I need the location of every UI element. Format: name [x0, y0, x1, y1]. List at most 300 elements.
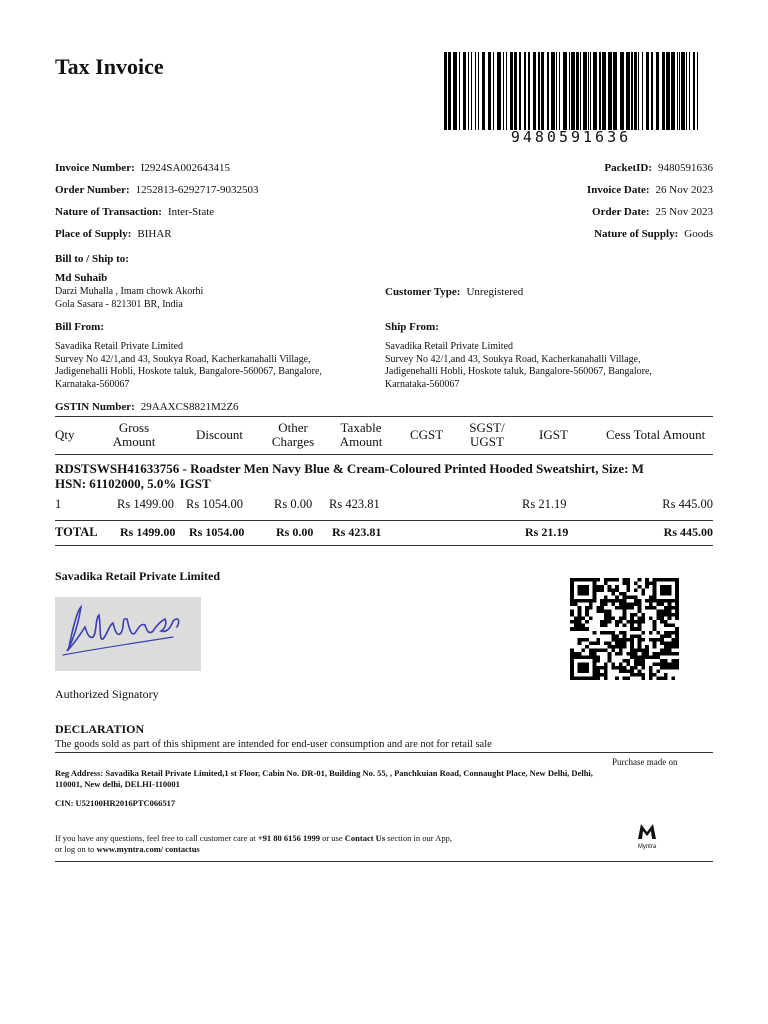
qr-module — [638, 634, 642, 638]
barcode-bar — [497, 52, 501, 130]
qr-module — [600, 666, 604, 670]
qr-module — [608, 620, 612, 624]
packet-id-label: PacketID: — [604, 162, 652, 174]
qr-module — [570, 620, 574, 624]
qr-module — [615, 634, 619, 638]
barcode-bar — [493, 52, 494, 130]
qr-module — [604, 620, 608, 624]
qr-module — [638, 585, 642, 589]
col-header-taxable-line: Taxable — [340, 420, 382, 435]
qr-module — [619, 638, 623, 642]
qr-module — [668, 603, 672, 607]
qr-module — [664, 648, 668, 652]
barcode-bar — [689, 52, 690, 130]
table-header-rule — [55, 454, 713, 455]
barcode-bar — [580, 52, 581, 130]
customer-type-label: Customer Type: — [385, 286, 461, 298]
qr-module — [570, 613, 574, 617]
qr-module — [630, 648, 634, 652]
qr-module — [656, 652, 660, 656]
qr-module — [634, 673, 638, 677]
customer-address — [55, 286, 203, 311]
qr-module — [578, 620, 582, 624]
qr-module — [638, 627, 642, 631]
qr-module — [615, 606, 619, 610]
place-supply: BIHAR — [137, 228, 172, 240]
qr-module — [645, 606, 649, 610]
qr-module — [649, 617, 653, 621]
qr-module — [630, 641, 634, 645]
qr-module — [600, 610, 604, 614]
contact-text: If you have any questions, feel free to call customer care at — [55, 833, 258, 843]
qr-module — [634, 620, 638, 624]
qr-module — [671, 638, 675, 642]
invoice-date: 26 Nov 2023 — [655, 184, 713, 196]
qr-module — [675, 666, 679, 670]
qr-module — [656, 638, 660, 642]
qr-module — [671, 652, 675, 656]
qr-module — [611, 578, 615, 582]
qr-module — [611, 648, 615, 652]
qr-module — [630, 596, 634, 600]
qr-module — [611, 617, 615, 621]
qr-module — [615, 596, 619, 600]
col-header-sgst-line: SGST/ — [469, 420, 505, 435]
qr-module — [604, 624, 608, 628]
qr-module — [664, 578, 668, 582]
barcode-bar — [463, 52, 466, 130]
qr-module — [630, 620, 634, 624]
qr-module — [623, 599, 627, 603]
qr-module — [660, 666, 664, 670]
qr-module — [638, 641, 642, 645]
customer-type — [385, 286, 523, 298]
qr-module — [578, 599, 582, 603]
qr-module — [641, 589, 645, 593]
qr-module — [578, 662, 582, 666]
qr-module — [675, 606, 679, 610]
qr-module — [653, 578, 657, 582]
contact-text: or log on to — [55, 844, 97, 854]
barcode-bar — [620, 52, 624, 130]
order-number-label: Order Number: — [55, 184, 130, 196]
qr-module — [604, 641, 608, 645]
col-header-cess-total: Cess Total Amount — [606, 427, 706, 442]
qr-module — [578, 638, 582, 642]
qr-module — [623, 631, 627, 635]
qr-module — [608, 659, 612, 663]
myntra-logo-icon — [630, 822, 664, 840]
barcode-bar — [671, 52, 675, 130]
qr-module — [649, 673, 653, 677]
qr-module — [664, 634, 668, 638]
qr-module — [641, 592, 645, 596]
col-header-taxable-line: Amount — [339, 434, 383, 449]
qr-module — [611, 634, 615, 638]
qr-module — [664, 666, 668, 670]
qr-module — [574, 599, 578, 603]
qr-module — [675, 585, 679, 589]
qr-module — [570, 652, 574, 656]
qr-module — [634, 652, 638, 656]
qr-module — [664, 585, 668, 589]
qr-module — [600, 648, 604, 652]
qr-module — [593, 592, 597, 596]
qr-module — [604, 610, 608, 614]
qr-module — [668, 610, 672, 614]
col-header-sgst-line: UGST — [470, 434, 504, 449]
qr-module — [664, 624, 668, 628]
barcode-number: 9480591636 — [510, 128, 632, 146]
qr-module — [611, 638, 615, 642]
myntra-logo — [630, 822, 664, 848]
barcode-bar — [514, 52, 517, 130]
qr-module — [604, 662, 608, 666]
qr-module — [619, 617, 623, 621]
qr-module — [593, 676, 597, 680]
qr-module — [653, 585, 657, 589]
qr-module — [675, 582, 679, 586]
qr-module — [623, 624, 627, 628]
barcode-bar — [475, 52, 476, 130]
qr-module — [668, 578, 672, 582]
barcode-bar — [626, 52, 630, 130]
qr-module — [608, 599, 612, 603]
qr-module — [578, 613, 582, 617]
barcode-bar — [656, 52, 659, 130]
qr-module — [623, 638, 627, 642]
qr-module — [641, 613, 645, 617]
qr-module — [626, 662, 630, 666]
qr-module — [668, 666, 672, 670]
qr-module — [615, 620, 619, 624]
qr-module — [626, 589, 630, 593]
qr-module — [608, 652, 612, 656]
signature-image — [55, 597, 201, 671]
qr-module — [653, 662, 657, 666]
packet-id: 9480591636 — [658, 162, 713, 174]
barcode-bar — [468, 52, 469, 130]
qr-module — [611, 666, 615, 670]
barcode-bar — [519, 52, 521, 130]
qr-module — [660, 589, 664, 593]
qr-module — [593, 673, 597, 677]
qr-module — [634, 582, 638, 586]
qr-module — [623, 578, 627, 582]
qr-module — [671, 613, 675, 617]
info-row-4 — [55, 228, 713, 240]
qr-module — [570, 582, 574, 586]
qr-module — [619, 641, 623, 645]
qr-module — [649, 669, 653, 673]
qr-module — [630, 652, 634, 656]
qr-module — [634, 596, 638, 600]
total-amount: Rs 445.00 — [663, 525, 713, 539]
qr-module — [600, 599, 604, 603]
qr-module — [664, 606, 668, 610]
qr-module — [630, 666, 634, 670]
qr-module — [630, 624, 634, 628]
qr-module — [675, 617, 679, 621]
barcode-bar — [488, 52, 491, 130]
qr-module — [619, 631, 623, 635]
qr-module — [578, 627, 582, 631]
order-date-label: Order Date: — [592, 206, 650, 218]
qr-module — [641, 662, 645, 666]
barcode-bar — [547, 52, 549, 130]
qr-module — [656, 655, 660, 659]
qr-module — [668, 645, 672, 649]
ship-from-address — [385, 341, 715, 391]
qr-module — [593, 596, 597, 600]
qr-module — [570, 662, 574, 666]
qr-module — [660, 617, 664, 621]
qr-module — [634, 613, 638, 617]
cin — [55, 798, 175, 808]
authorized-signatory: Authorized Signatory — [55, 687, 159, 701]
barcode-bar — [503, 52, 504, 130]
qr-module — [675, 662, 679, 666]
qr-module — [585, 599, 589, 603]
qr-module — [653, 596, 657, 600]
reg-address-line: Savadika Retail Private Limited,1 st Floor, Cabin No. DR-01, Building No. 55, , Panchkuian Road, Connaught — [105, 768, 504, 778]
qr-module — [570, 585, 574, 589]
qr-module — [574, 652, 578, 656]
qr-module — [645, 578, 649, 582]
barcode-bar — [563, 52, 567, 130]
qr-module — [581, 627, 585, 631]
ship-from-line: Savadika Retail Private Limited — [385, 341, 514, 352]
qr-module — [668, 585, 672, 589]
qr-module — [634, 589, 638, 593]
qr-module — [630, 645, 634, 649]
qr-module — [638, 648, 642, 652]
signature-icon — [55, 597, 201, 671]
qr-module — [634, 634, 638, 638]
qr-module — [638, 645, 642, 649]
qr-module — [596, 585, 600, 589]
qr-module — [581, 589, 585, 593]
qr-module — [589, 606, 593, 610]
qr-module — [656, 603, 660, 607]
qr-module — [619, 606, 623, 610]
qr-module — [664, 592, 668, 596]
bill-from-line: Karnataka-560067 — [55, 378, 130, 390]
qr-module — [668, 631, 672, 635]
barcode-bar — [571, 52, 575, 130]
qr-module — [660, 659, 664, 663]
barcode-bar — [590, 52, 591, 130]
qr-module — [581, 617, 585, 621]
barcode-bar — [448, 52, 451, 130]
qr-module — [608, 613, 612, 617]
qr-module — [589, 599, 593, 603]
barcode-bar — [697, 52, 698, 130]
qr-module — [623, 606, 627, 610]
qr-module — [668, 617, 672, 621]
qr-module — [671, 676, 675, 680]
qr-module — [585, 592, 589, 596]
qr-module — [593, 578, 597, 582]
qr-module — [653, 645, 657, 649]
qr-module — [671, 659, 675, 663]
qr-module — [675, 599, 679, 603]
qr-module — [649, 631, 653, 635]
qr-module — [596, 666, 600, 670]
qr-module — [664, 613, 668, 617]
qr-module — [619, 645, 623, 649]
table-top-rule — [55, 416, 713, 417]
declaration-text: The goods sold as part of this shipment are intended for end-user consumption and are not for retail sale — [55, 739, 492, 750]
qr-module — [585, 662, 589, 666]
bill-from-line: Savadika Retail Private Limited — [55, 341, 184, 352]
contact-url-link[interactable]: www.myntra.com/ contactus — [96, 844, 200, 854]
qr-module — [600, 620, 604, 624]
qr-module — [664, 620, 668, 624]
qr-module — [660, 652, 664, 656]
qr-module — [578, 624, 582, 628]
qr-module — [570, 589, 574, 593]
qr-module — [638, 610, 642, 614]
qr-module — [574, 624, 578, 628]
qr-module — [619, 592, 623, 596]
reg-address — [55, 768, 595, 790]
qr-module — [641, 631, 645, 635]
qr-module — [675, 652, 679, 656]
qr-module — [656, 617, 660, 621]
qr-module — [596, 659, 600, 663]
qr-module — [585, 585, 589, 589]
qr-module — [619, 599, 623, 603]
qr-module — [619, 648, 623, 652]
qr-module — [581, 638, 585, 642]
qr-module — [630, 638, 634, 642]
qr-module — [668, 589, 672, 593]
row-gross: Rs 1499.00 — [117, 497, 174, 511]
qr-module — [619, 666, 623, 670]
qr-module — [604, 666, 608, 670]
product-description: RDSTSWSH41633756 - Roadster Men Navy Blue & Cream-Coloured Printed Hooded Sweatshirt, Size: M — [55, 461, 644, 476]
qr-module — [581, 592, 585, 596]
qr-module — [675, 613, 679, 617]
row-total: Rs 445.00 — [662, 497, 713, 511]
qr-module — [570, 599, 574, 603]
barcode-bar — [679, 52, 680, 130]
qr-module — [604, 599, 608, 603]
ship-from-line: Jadigenehalli Hobli, Hoskote taluk, Bangalore-560067, Bangalore, — [385, 366, 652, 377]
qr-module — [638, 599, 642, 603]
qr-module — [585, 645, 589, 649]
company-name: Savadika Retail Private Limited — [55, 569, 220, 583]
invoice-number: I2924SA002643415 — [140, 162, 230, 174]
qr-module — [634, 666, 638, 670]
barcode-bar — [444, 52, 447, 130]
qr-module — [660, 641, 664, 645]
qr-module — [596, 578, 600, 582]
qr-module — [626, 582, 630, 586]
qr-module — [668, 648, 672, 652]
qr-module — [581, 578, 585, 582]
qr-module — [585, 676, 589, 680]
qr-module — [645, 582, 649, 586]
barcode-bar — [638, 52, 639, 130]
total-label: TOTAL — [55, 525, 98, 539]
qr-module — [585, 666, 589, 670]
bill-from-line: Jadigenehalli Hobli, Hoskote taluk, Bangalore-560067, Bangalore, — [55, 366, 322, 377]
barcode-bar — [693, 52, 695, 130]
nature-supply: Goods — [684, 228, 713, 240]
qr-module — [668, 599, 672, 603]
qr-module — [675, 627, 679, 631]
qr-module — [604, 613, 608, 617]
qr-module — [581, 666, 585, 670]
qr-module — [634, 627, 638, 631]
qr-module — [581, 648, 585, 652]
qr-module — [619, 620, 623, 624]
qr-module — [641, 648, 645, 652]
qr-module — [585, 610, 589, 614]
qr-module — [581, 585, 585, 589]
qr-module — [656, 631, 660, 635]
qr-module — [641, 659, 645, 663]
qr-module — [596, 610, 600, 614]
qr-module — [649, 676, 653, 680]
qr-module — [649, 603, 653, 607]
qr-module — [608, 645, 612, 649]
qr-module — [671, 641, 675, 645]
qr-module — [570, 648, 574, 652]
qr-module — [611, 603, 615, 607]
qr-module — [634, 648, 638, 652]
customer-type-value: Unregistered — [466, 286, 524, 298]
qr-module — [593, 669, 597, 673]
barcode-bar — [642, 52, 643, 130]
qr-module — [608, 610, 612, 614]
qr-module — [570, 627, 574, 631]
qr-module — [570, 603, 574, 607]
col-header-other-line: Other — [278, 420, 308, 435]
qr-module — [668, 662, 672, 666]
qr-module — [671, 631, 675, 635]
qr-module — [570, 578, 574, 582]
qr-module — [611, 662, 615, 666]
qr-module — [626, 578, 630, 582]
qr-module — [638, 659, 642, 663]
qr-module — [649, 655, 653, 659]
qr-module — [671, 599, 675, 603]
contact-us-link[interactable]: Contact Us — [344, 833, 386, 843]
qr-module — [638, 638, 642, 642]
qr-module — [604, 596, 608, 600]
qr-module — [641, 673, 645, 677]
page-title: Tax Invoice — [55, 54, 164, 79]
qr-module — [578, 666, 582, 670]
qr-module — [608, 631, 612, 635]
qr-module — [570, 659, 574, 663]
barcode-bar — [666, 52, 670, 130]
qr-module — [615, 638, 619, 642]
qr-module — [641, 638, 645, 642]
footer-rule — [55, 861, 713, 862]
qr-module — [626, 585, 630, 589]
qr-module — [656, 610, 660, 614]
qr-module — [638, 669, 642, 673]
qr-module — [664, 673, 668, 677]
contact-text: section in our App, — [385, 833, 452, 843]
qr-module — [574, 620, 578, 624]
declaration-rule — [55, 752, 713, 753]
reg-address-label: Reg Address: — [55, 768, 104, 778]
